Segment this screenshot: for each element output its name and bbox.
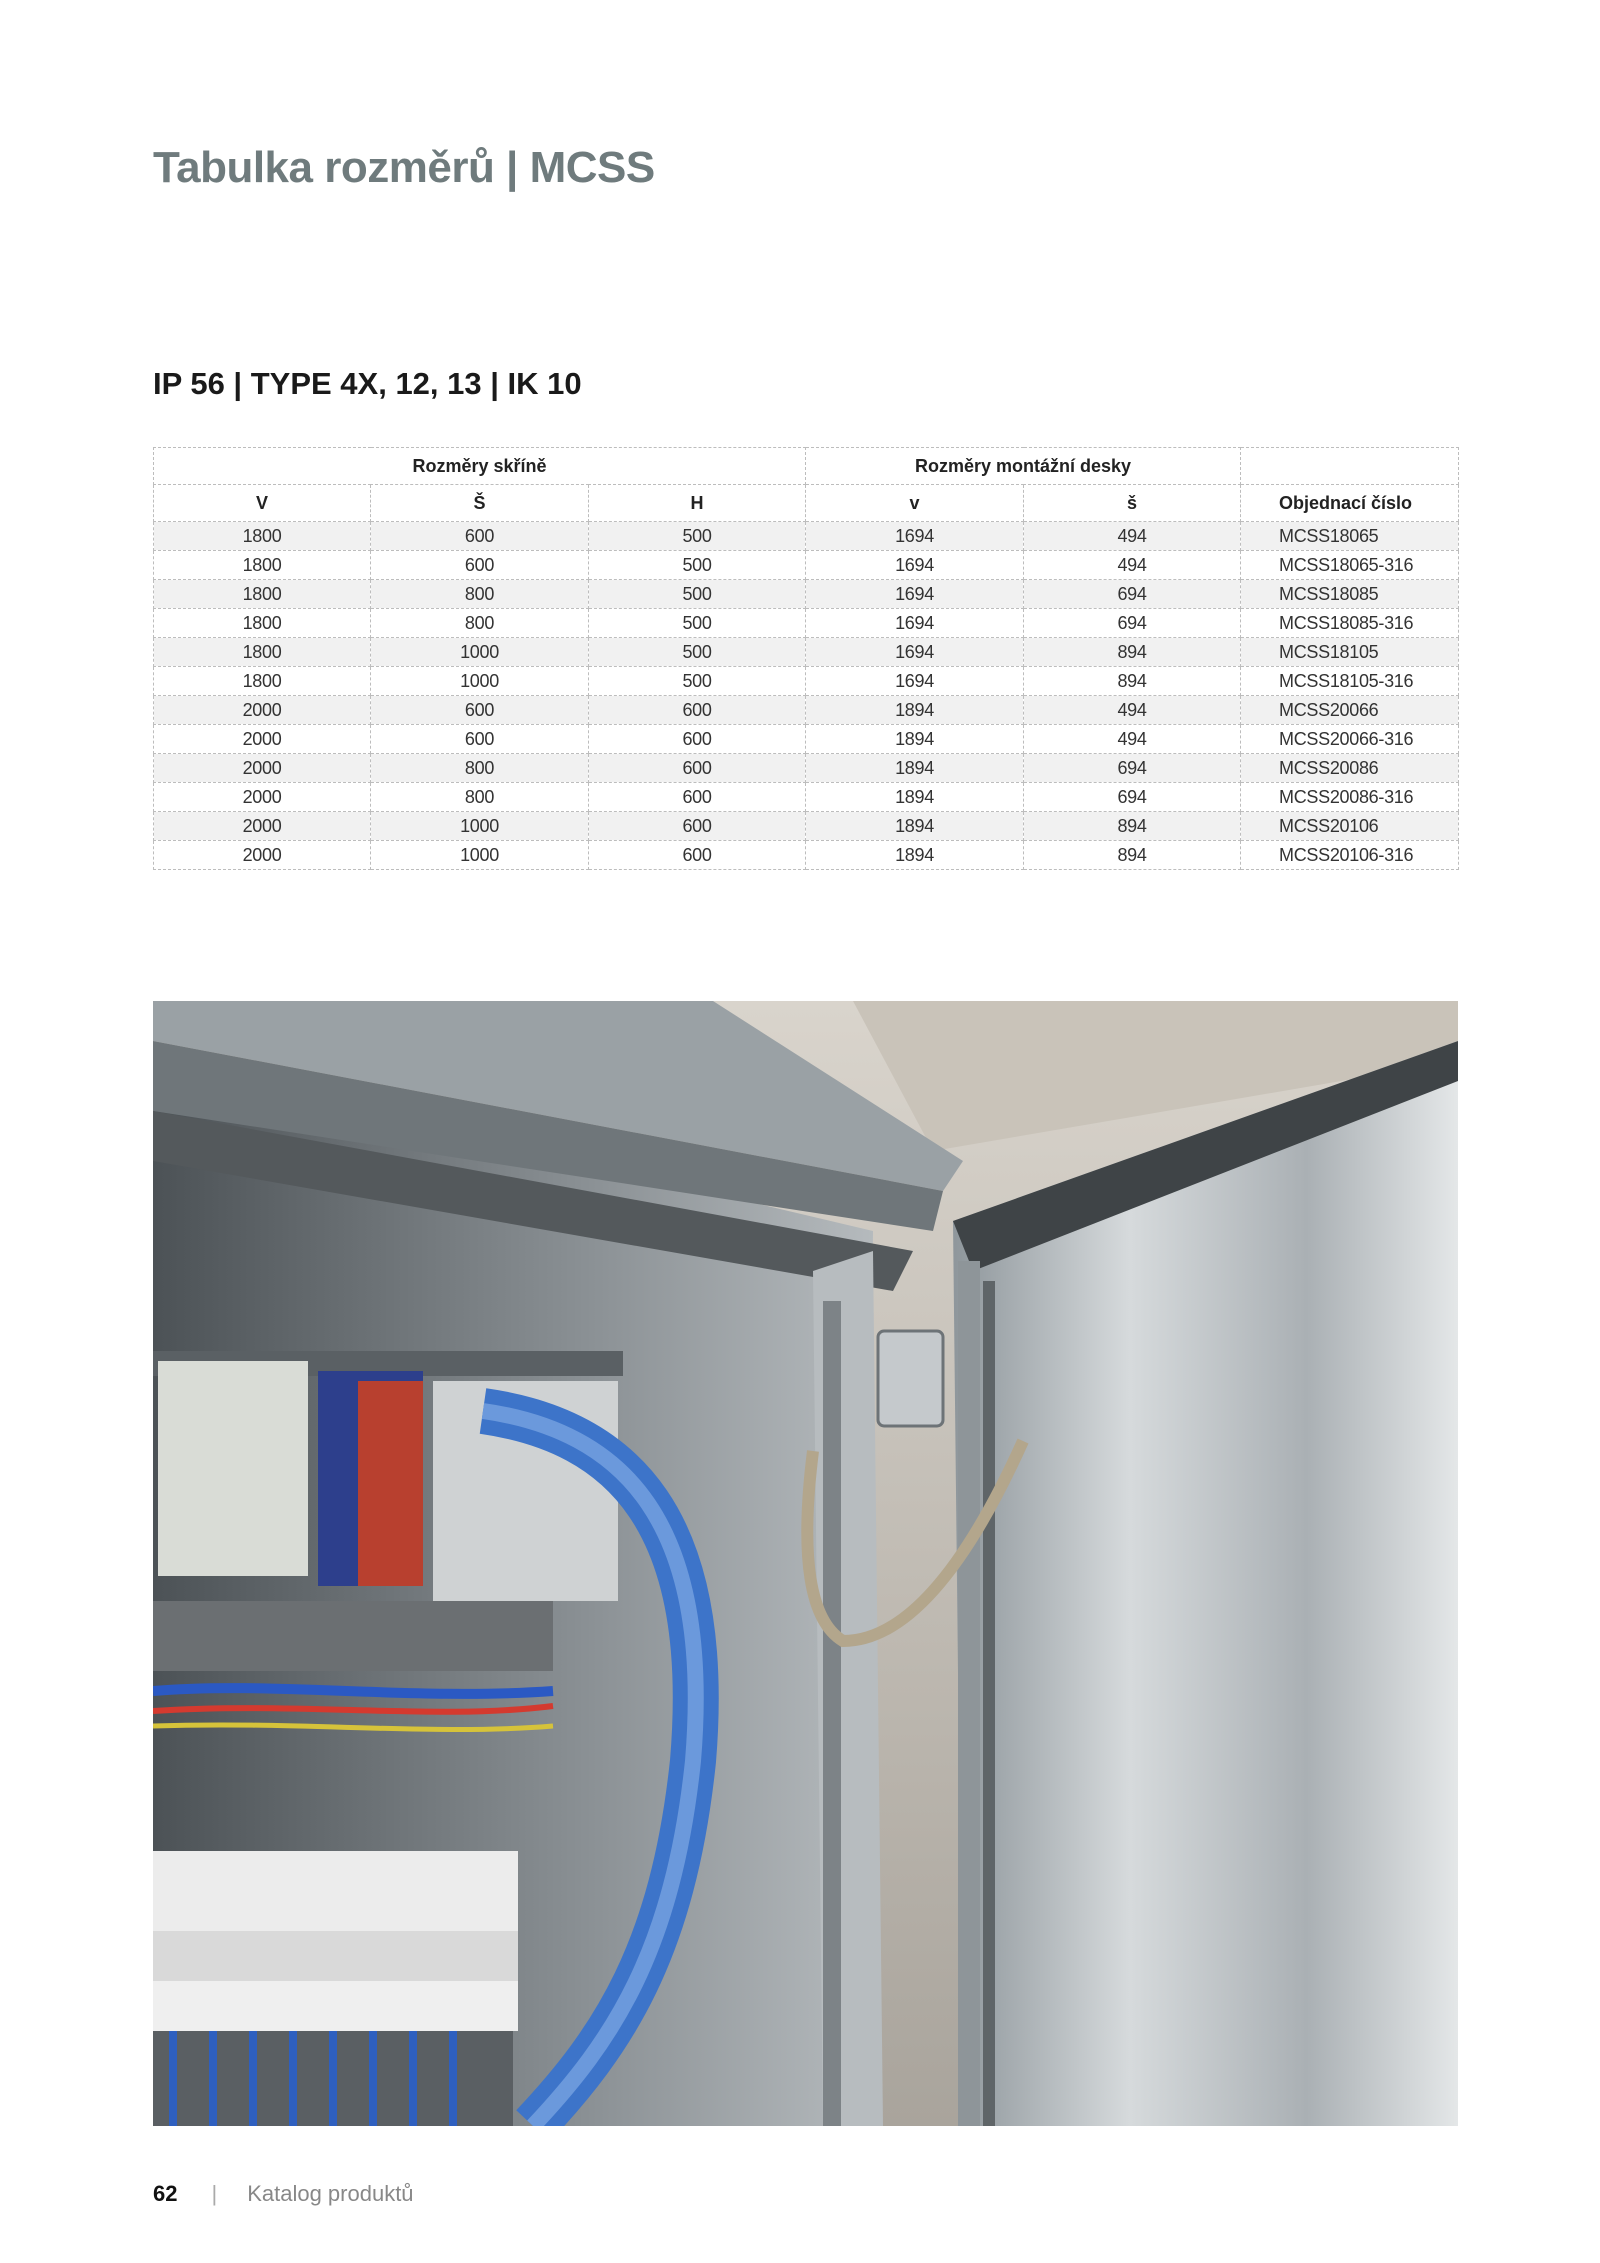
- column-header-plate-height: v: [806, 485, 1024, 522]
- cell-width: 800: [371, 783, 589, 812]
- table-row: [154, 551, 1459, 580]
- cell-plate-height: 1894: [806, 754, 1024, 783]
- cell-plate-height: 1694: [806, 667, 1024, 696]
- door-hinge: [878, 1331, 943, 1426]
- table-row: [154, 841, 1459, 870]
- cell-height: 1800: [154, 667, 371, 696]
- cell-depth: 600: [589, 754, 806, 783]
- cell-order-number: MCSS20066: [1241, 696, 1459, 725]
- cell-plate-width: 694: [1024, 580, 1241, 609]
- cell-order-number: MCSS18105: [1241, 638, 1459, 667]
- table-row: [154, 812, 1459, 841]
- cell-plate-width: 694: [1024, 754, 1241, 783]
- group-header-mounting-plate: Rozměry montážní desky: [806, 448, 1241, 485]
- cell-height: 1800: [154, 609, 371, 638]
- page-title: Tabulka rozměrů | MCSS: [153, 143, 655, 192]
- cell-order-number: MCSS18085: [1241, 580, 1459, 609]
- cell-height: 2000: [154, 754, 371, 783]
- column-header-order-number: Objednací číslo: [1241, 485, 1459, 522]
- cell-depth: 600: [589, 783, 806, 812]
- cell-width: 800: [371, 754, 589, 783]
- table-row: [154, 609, 1459, 638]
- column-header-plate-width: š: [1024, 485, 1241, 522]
- cell-plate-height: 1694: [806, 551, 1024, 580]
- column-header-width: Š: [371, 485, 589, 522]
- cell-order-number: MCSS20106-316: [1241, 841, 1459, 870]
- cell-width: 800: [371, 609, 589, 638]
- cell-plate-width: 894: [1024, 638, 1241, 667]
- cell-height: 1800: [154, 522, 371, 551]
- table-row: [154, 638, 1459, 667]
- cell-plate-height: 1694: [806, 609, 1024, 638]
- cell-width: 800: [371, 580, 589, 609]
- cell-plate-width: 894: [1024, 841, 1241, 870]
- cell-order-number: MCSS18085-316: [1241, 609, 1459, 638]
- cell-order-number: MCSS20066-316: [1241, 725, 1459, 754]
- cell-depth: 500: [589, 580, 806, 609]
- footer-separator: |: [211, 2181, 218, 2206]
- table-row: [154, 667, 1459, 696]
- dimension-table: [153, 447, 1459, 870]
- cell-width: 600: [371, 696, 589, 725]
- cell-height: 2000: [154, 783, 371, 812]
- cell-plate-height: 1894: [806, 841, 1024, 870]
- cell-plate-width: 694: [1024, 783, 1241, 812]
- cell-width: 600: [371, 522, 589, 551]
- cell-height: 2000: [154, 725, 371, 754]
- cell-plate-height: 1694: [806, 638, 1024, 667]
- cell-plate-height: 1894: [806, 696, 1024, 725]
- cell-depth: 500: [589, 609, 806, 638]
- cell-plate-width: 894: [1024, 667, 1241, 696]
- cell-depth: 600: [589, 841, 806, 870]
- page-number: 62: [153, 2181, 178, 2206]
- table-row: [154, 783, 1459, 812]
- cell-width: 600: [371, 725, 589, 754]
- cell-order-number: MCSS18065: [1241, 522, 1459, 551]
- cell-plate-width: 694: [1024, 609, 1241, 638]
- cell-plate-height: 1894: [806, 812, 1024, 841]
- cell-plate-height: 1894: [806, 725, 1024, 754]
- table-row: [154, 696, 1459, 725]
- cell-order-number: MCSS18065-316: [1241, 551, 1459, 580]
- cell-depth: 500: [589, 522, 806, 551]
- cell-width: 1000: [371, 841, 589, 870]
- cell-plate-width: 494: [1024, 551, 1241, 580]
- cell-plate-width: 494: [1024, 696, 1241, 725]
- group-header-row: [154, 448, 1459, 485]
- cell-width: 1000: [371, 812, 589, 841]
- cell-width: 600: [371, 551, 589, 580]
- table-body: [154, 522, 1459, 870]
- section-heading: IP 56 | TYPE 4X, 12, 13 | IK 10: [153, 366, 582, 401]
- cell-order-number: MCSS20106: [1241, 812, 1459, 841]
- cell-order-number: MCSS20086-316: [1241, 783, 1459, 812]
- cell-plate-width: 894: [1024, 812, 1241, 841]
- cell-depth: 500: [589, 638, 806, 667]
- column-header-height: V: [154, 485, 371, 522]
- page-footer: [153, 2181, 414, 2207]
- cell-plate-height: 1694: [806, 522, 1024, 551]
- column-header-row: [154, 485, 1459, 522]
- cell-depth: 600: [589, 812, 806, 841]
- group-header-enclosure: Rozměry skříně: [154, 448, 806, 485]
- cell-depth: 500: [589, 667, 806, 696]
- table-row: [154, 580, 1459, 609]
- cell-depth: 600: [589, 725, 806, 754]
- cell-width: 1000: [371, 667, 589, 696]
- group-header-empty: [1241, 448, 1459, 485]
- enclosure-photo: [153, 1001, 1458, 2126]
- cell-depth: 500: [589, 551, 806, 580]
- cell-plate-width: 494: [1024, 522, 1241, 551]
- footer-catalog-label: Katalog produktů: [247, 2181, 414, 2206]
- table-row: [154, 754, 1459, 783]
- cell-order-number: MCSS20086: [1241, 754, 1459, 783]
- cell-order-number: MCSS18105-316: [1241, 667, 1459, 696]
- cell-depth: 600: [589, 696, 806, 725]
- cell-height: 2000: [154, 696, 371, 725]
- table-row: [154, 522, 1459, 551]
- column-header-depth: H: [589, 485, 806, 522]
- cell-height: 1800: [154, 580, 371, 609]
- cell-height: 2000: [154, 841, 371, 870]
- cell-plate-width: 494: [1024, 725, 1241, 754]
- circuit-breakers: [153, 1851, 518, 1931]
- cell-plate-height: 1894: [806, 783, 1024, 812]
- cell-plate-height: 1694: [806, 580, 1024, 609]
- cell-height: 1800: [154, 551, 371, 580]
- plc-module: [158, 1361, 308, 1576]
- cell-height: 2000: [154, 812, 371, 841]
- cell-width: 1000: [371, 638, 589, 667]
- cell-height: 1800: [154, 638, 371, 667]
- table-row: [154, 725, 1459, 754]
